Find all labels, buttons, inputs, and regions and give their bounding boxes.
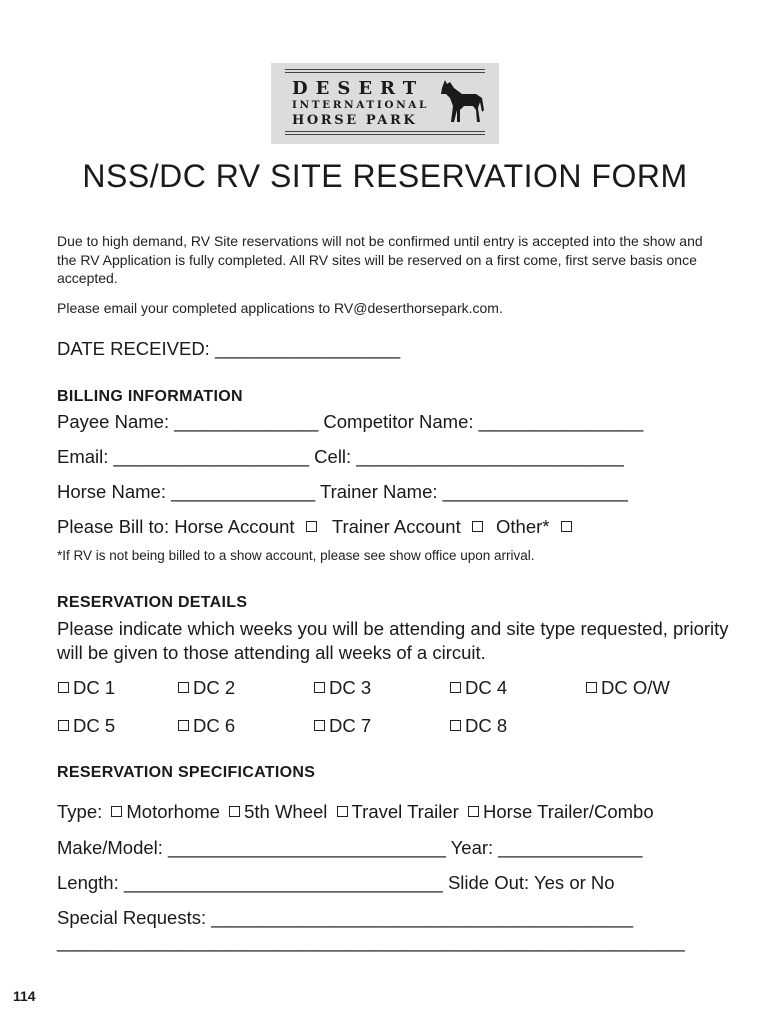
week-label: DC 6 (193, 715, 236, 736)
special-requests-line[interactable]: Special Requests: _________________________________________ (57, 907, 634, 928)
reservation-instructions: Please indicate which weeks you will be attending and site type requested, priority will be given to those attending all weeks of a circuit. (57, 618, 729, 663)
week-option-dc7[interactable] (314, 715, 371, 737)
form-title: NSS/DC RV SITE RESERVATION FORM (82, 158, 688, 194)
week-checkbox[interactable] (450, 682, 461, 693)
week-checkbox[interactable] (58, 682, 69, 693)
trainer-account-checkbox[interactable] (472, 521, 483, 532)
type-motorhome-label: Motorhome (126, 801, 220, 822)
trainer-account-label: Trainer Account (331, 516, 461, 537)
type-fifth-wheel-label: 5th Wheel (244, 801, 328, 822)
payee-competitor-line[interactable]: Payee Name: ______________ Competitor Name: ________________ (57, 411, 644, 432)
desert-horse-park-logo (271, 63, 499, 144)
make-model-year-line[interactable]: Make/Model: ___________________________ Year: ______________ (57, 837, 643, 858)
week-checkbox[interactable] (178, 720, 189, 731)
week-option-dc4[interactable] (450, 677, 507, 699)
week-option-dc3[interactable] (314, 677, 371, 699)
email-cell-line[interactable]: Email: ___________________ Cell: __________________________ (57, 446, 624, 467)
reservation-specifications-heading: RESERVATION SPECIFICATIONS (57, 764, 316, 781)
week-label: DC 2 (193, 677, 236, 698)
week-label: DC 8 (465, 715, 508, 736)
bill-to-label: Please Bill to: Horse Account (57, 516, 295, 537)
type-travel-trailer-label: Travel Trailer (351, 801, 459, 822)
travel-trailer-checkbox[interactable] (337, 806, 348, 817)
week-option-dc1[interactable] (58, 677, 115, 699)
logo-line-horse-park: HORSE PARK (292, 113, 418, 128)
logo-line-desert: DESERT (292, 78, 425, 99)
horse-account-checkbox[interactable] (306, 521, 317, 532)
week-option-dc5[interactable] (58, 715, 115, 737)
week-checkbox[interactable] (450, 720, 461, 731)
week-checkbox[interactable] (178, 682, 189, 693)
date-received-field[interactable]: DATE RECEIVED: __________________ (57, 338, 401, 359)
length-slideout-line[interactable]: Length: _______________________________ Slide Out: Yes or No (57, 872, 615, 893)
other-label: Other* (496, 516, 550, 537)
other-checkbox[interactable] (561, 521, 572, 532)
week-option-dc6[interactable] (178, 715, 235, 737)
special-requests-extra-line[interactable]: _____________________________________________________________ (57, 931, 685, 952)
billing-heading: BILLING INFORMATION (57, 388, 243, 405)
billing-note: *If RV is not being billed to a show account, please see show office upon arrival. (57, 548, 535, 563)
week-checkbox[interactable] (314, 720, 325, 731)
horse-icon (436, 76, 486, 130)
reservation-details-heading: RESERVATION DETAILS (57, 594, 248, 611)
type-label: Type: (57, 801, 103, 822)
logo-line-international: INTERNATIONAL (292, 99, 430, 111)
email-paragraph: Please email your completed applications to RV@deserthorsepark.com. (57, 300, 503, 316)
type-horse-trailer-combo-label: Horse Trailer/Combo (482, 801, 654, 822)
week-option-dc-ow[interactable] (586, 677, 670, 699)
page-number: 114 (13, 988, 36, 1004)
motorhome-checkbox[interactable] (111, 806, 122, 817)
fifth-wheel-checkbox[interactable] (229, 806, 240, 817)
horse-trainer-line[interactable]: Horse Name: ______________ Trainer Name: __________________ (57, 481, 628, 502)
week-label: DC 5 (73, 715, 116, 736)
week-option-dc2[interactable] (178, 677, 235, 699)
week-label: DC 7 (329, 715, 372, 736)
week-option-dc8[interactable] (450, 715, 507, 737)
horse-trailer-combo-checkbox[interactable] (468, 806, 479, 817)
week-label: DC 4 (465, 677, 508, 698)
bill-to-row (57, 516, 576, 538)
type-row (57, 801, 654, 823)
week-label: DC O/W (601, 677, 670, 698)
intro-paragraph: Due to high demand, RV Site reservations will not be confirmed until entry is accepted into the show and the RV Application is fully completed. All RV sites will be reserved on a first come, first serve basis once accepted. (57, 233, 703, 286)
week-label: DC 1 (73, 677, 116, 698)
week-checkbox[interactable] (586, 682, 597, 693)
week-label: DC 3 (329, 677, 372, 698)
week-checkbox[interactable] (58, 720, 69, 731)
week-checkbox[interactable] (314, 682, 325, 693)
